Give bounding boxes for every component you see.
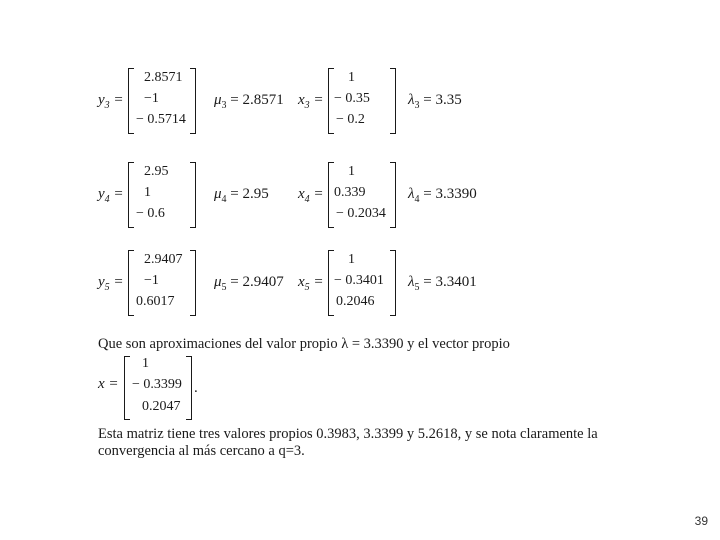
x-right-bracket xyxy=(390,250,396,316)
y-cell-3: 0.6017 xyxy=(136,294,175,309)
y-cell-3: − 0.6 xyxy=(136,206,165,221)
y-cell-2: 1 xyxy=(144,185,151,200)
final-x-left-bracket xyxy=(124,356,130,420)
y-cell-1: 2.9407 xyxy=(144,252,183,267)
final-period: . xyxy=(194,380,198,396)
mu-expression: $\mu_5 = 2.9407$ xyxy=(214,274,284,293)
x-cell-2: − 0.3401 xyxy=(334,273,384,288)
final-x-cell-3: 0.2047 xyxy=(142,399,181,414)
y-left-bracket xyxy=(128,162,134,228)
lambda-expression: $\lambda_5 = 3.3401$ xyxy=(408,274,477,293)
x-right-bracket xyxy=(390,162,396,228)
y-right-bracket xyxy=(190,68,196,134)
x-cell-1: 1 xyxy=(348,164,355,179)
x-cell-1: 1 xyxy=(348,70,355,85)
y-cell-1: 2.95 xyxy=(144,164,169,179)
x-cell-3: 0.2046 xyxy=(336,294,375,309)
y-label: $y_4$ = xyxy=(98,186,124,205)
lambda-expression: $\lambda_3 = 3.35$ xyxy=(408,92,462,111)
x-cell-2: − 0.35 xyxy=(334,91,370,106)
conclusion-line-3: convergencia al más cercano a q=3. xyxy=(98,443,305,459)
x-right-bracket xyxy=(390,68,396,134)
x-cell-3: − 0.2034 xyxy=(336,206,386,221)
y-right-bracket xyxy=(190,250,196,316)
y-cell-3: − 0.5714 xyxy=(136,112,186,127)
y-label: $y_3$ = xyxy=(98,92,124,111)
page-number: 39 xyxy=(694,514,708,528)
y-cell-2: −1 xyxy=(144,91,159,106)
mu-expression: $\mu_3 = 2.8571$ xyxy=(214,92,284,111)
x-label: $x_4$ = xyxy=(298,186,324,205)
lambda-expression: $\lambda_4 = 3.3390$ xyxy=(408,186,477,205)
y-cell-1: 2.8571 xyxy=(144,70,183,85)
y-left-bracket xyxy=(128,68,134,134)
final-x-label: x = xyxy=(98,376,119,392)
final-vector xyxy=(98,354,218,422)
y-right-bracket xyxy=(190,162,196,228)
x-cell-2: 0.339 xyxy=(334,185,366,200)
final-x-cell-2: − 0.3399 xyxy=(132,377,182,392)
conclusion-line-2: Esta matriz tiene tres valores propios 0.3983, 3.3399 y 5.2618, y se nota claramente la xyxy=(98,426,598,442)
conclusion-line-1: Que son aproximaciones del valor propio λ = 3.3390 y el vector propio xyxy=(98,336,510,352)
y-left-bracket xyxy=(128,250,134,316)
y-label: $y_5$ = xyxy=(98,274,124,293)
y-cell-2: −1 xyxy=(144,273,159,288)
x-label: $x_3$ = xyxy=(298,92,324,111)
x-cell-1: 1 xyxy=(348,252,355,267)
final-x-right-bracket xyxy=(186,356,192,420)
x-cell-3: − 0.2 xyxy=(336,112,365,127)
final-x-cell-1: 1 xyxy=(142,356,149,371)
x-label: $x_5$ = xyxy=(298,274,324,293)
mu-expression: $\mu_4 = 2.95$ xyxy=(214,186,269,205)
